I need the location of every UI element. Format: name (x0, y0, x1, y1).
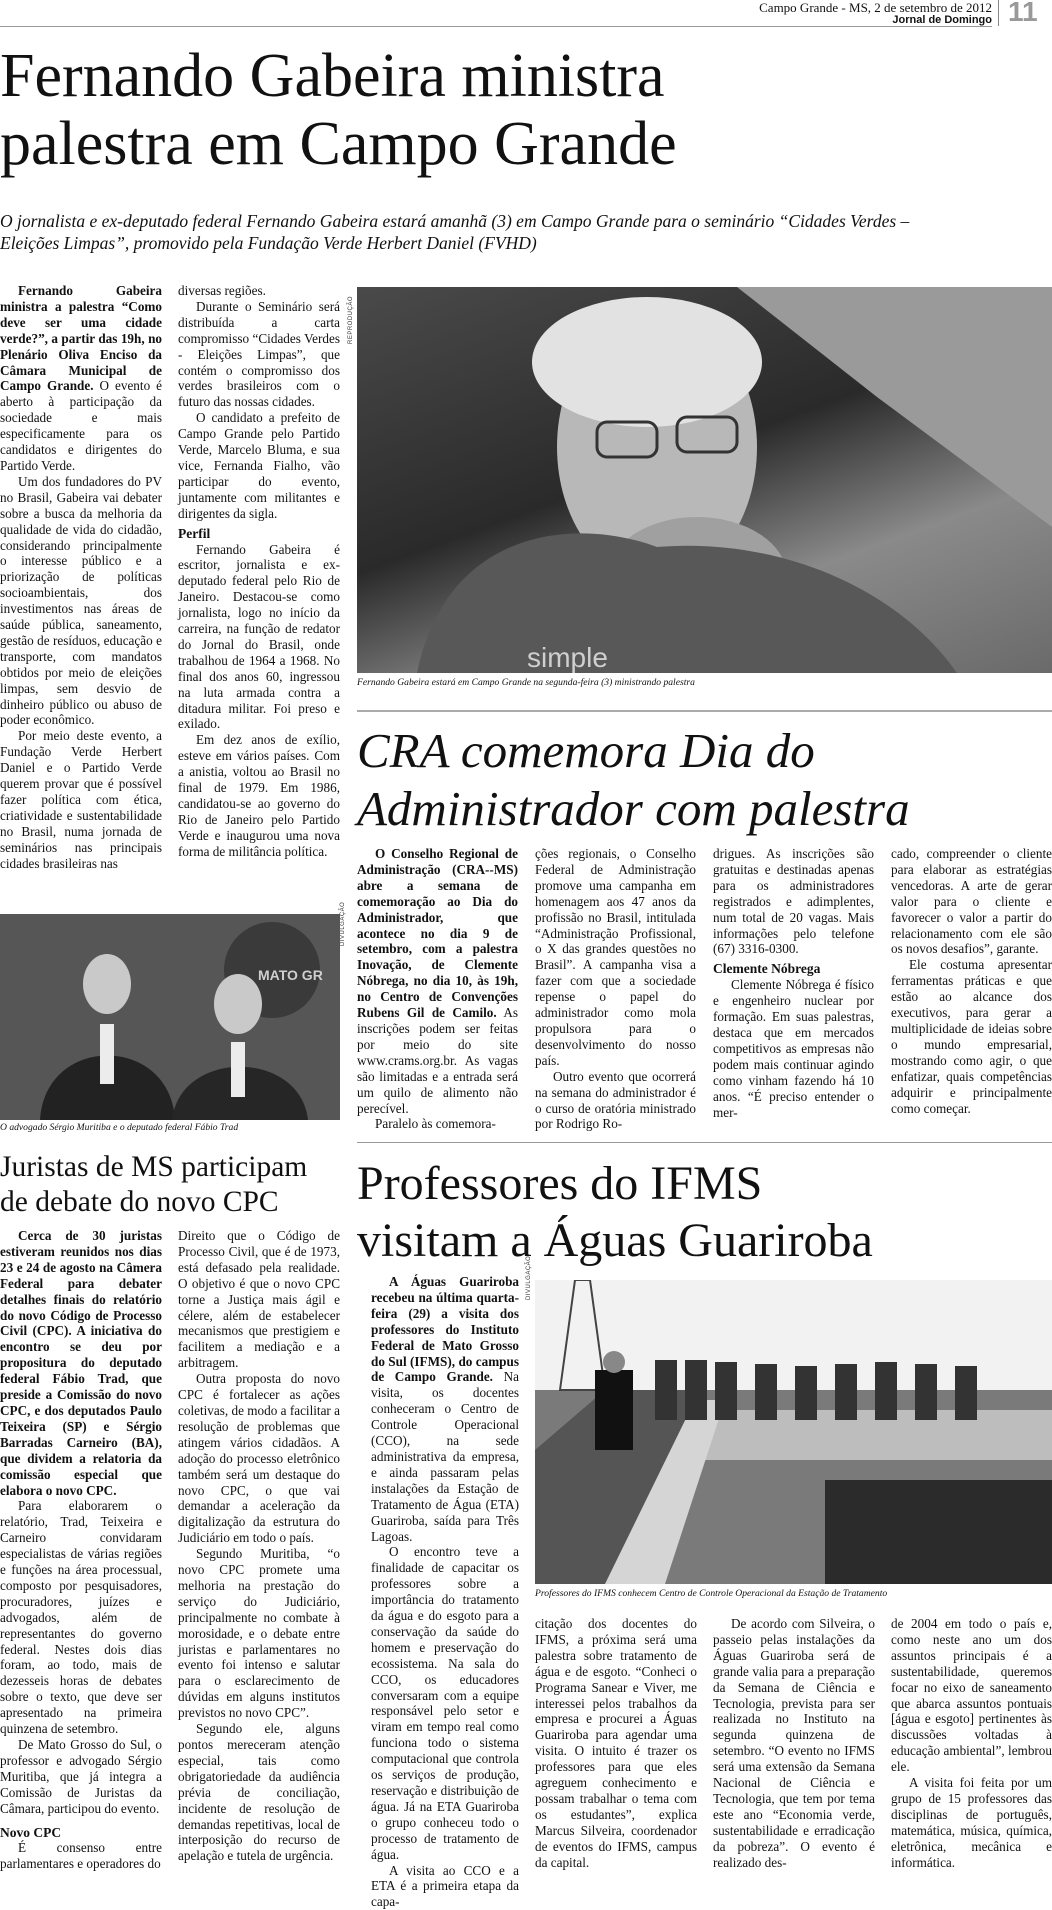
ifms-paragraph: citação dos docentes do IFMS, a próxima será uma palestra sobre tratamento de água e de esgoto. “Conheci o Programa Sanear e Viver, me interessei pelos trabalhos da empresa e procurei a Águas Guariroba para agendar uma visita. O intuito é trazer os professores para que eles agreguem conhecimento e possam trabalhar o tema com os estudantes”, explica Marcus Silveira, coordenador de eventos do IFMS, campus da capital. (535, 1616, 697, 1870)
cra-column-2 (535, 846, 696, 1132)
juristas-paragraph: É consenso entre parlamentares e operadores do (0, 1840, 162, 1872)
ifms-headline-line-2: visitam a Águas Guariroba (357, 1214, 873, 1267)
gabeira-paragraph: Fernando Gabeira ministra a palestra “Como deve ser uma cidade verde?”, a partir das 19h, no Plenário Oliva Enciso da Câmara Municipal de Campo Grande. O evento é aberto à participação da sociedade e mais especificamente para os candidatos e dirigentes do Partido Verde. (0, 283, 162, 473)
juristas-photo-caption: O advogado Sérgio Muritiba e o deputado federal Fábio Trad (0, 1122, 239, 1133)
cra-column-3 (713, 846, 874, 1120)
newspaper-name: Jornal de Domingo (892, 14, 992, 26)
cra-paragraph: Outro evento que ocorrerá na semana do administrador é o curso de oratória ministrado por Rodrigo Ro- (535, 1068, 696, 1132)
wall-text: MATO GR (258, 967, 323, 983)
shirt-text: simple (527, 642, 608, 673)
gabeira-paragraph: diversas regiões. (178, 283, 266, 298)
juristas-column-1 (0, 1228, 162, 1872)
gabeira-paragraph: Por meio deste evento, a Fundação Verde Herbert Daniel e o Partido Verde querem provar que é possível fazer política com ética, criatividade e sustentabilidade no Brasil, numa jornada de seminários nas principais cidades brasileiras nas (0, 728, 162, 871)
gabeira-portrait-illustration (357, 287, 1052, 673)
cra-column-4 (891, 846, 1052, 1116)
page-number: 11 (1008, 0, 1038, 27)
ifms-paragraph: O encontro teve a finalidade de capacitar os professores sobre a importância do tratamento da água e do esgoto para a conservação da saúde do homem e preservação do ecossistema. Na sala do CCO, os educadores conversaram com a equipe responsável pelo setor e viram em tempo real como funciona todo o sistema computacional que controla os serviços de produção, reservação e distribuição de água. Já na ETA Guariroba o grupo conheceu todo o processo de tratamento de água. (371, 1544, 519, 1862)
gabeira-lead: Fernando Gabeira ministra a palestra “Como deve ser uma cidade verde?”, a partir das 19h, no Plenário Oliva Enciso da Câmara Municipal de Campo Grande. (0, 283, 162, 394)
gabeira-paragraph: Um dos fundadores do PV no Brasil, Gabeira vai debater sobre a busca da melhoria da qualidade de vida do cidadão, considerando principalmente o interesse público e a priorização de políticas socioambientais, dos investimentos nas áreas de saúde pública, saneamento, gestão de resíduos, educação e transporte, com mandatos obtidos por meio de eleições limpas, sem desvio de dinheiro público ou abuso de poder econômico. (0, 473, 162, 728)
cra-paragraph: ções regionais, o Conselho Federal de Administração promove uma campanha em homenagem aos 47 anos da profissão no Brasil, intitulada “Administração Profissional, o X das grandes questões no Brasil”. A campanha visa a fazer com que a sociedade repense o papel do administrador como mola propulsora para o desenvolvimento do nosso país. (535, 846, 696, 1068)
juristas-headline-line-2: de debate do novo CPC (0, 1186, 279, 1218)
gabeira-headline (0, 42, 1052, 178)
ifms-headline (357, 1155, 1052, 1269)
ifms-paragraph: de 2004 em todo o país e, como neste ano um dos assuntos principais é a sustentabilidade, queremos focar no eixo de saneamento que abarca assuntos pontuais [água e esgoto] pertinentes às discussões voltadas à educação ambiental”, lembrou ele. (891, 1616, 1052, 1775)
gabeira-paragraph: Durante o Seminário será distribuída a carta compromisso “Cidades Verdes - Eleições Limpas”, que contém o compromisso dos verdes brasileiros com o futuro das nossas cidades. (178, 298, 340, 410)
gabeira-column-1 (0, 283, 162, 872)
gabeira-subhead-perfil: Perfil (178, 525, 211, 541)
juristas-paragraph: Segundo Muritiba, “o novo CPC promete uma melhoria na prestação do serviço do Judiciário, principalmente no combate à morosidade, e o debate entre juristas e parlamentares no evento foi intenso e salutar para o esclarecimento de dúvidas em alguns institutos previstos no novo CPC”. (178, 1546, 340, 1721)
gabeira-deck: O jornalista e ex-deputado federal Fernando Gabeira estará amanhã (3) em Campo Grande para o seminário “Cidades Verdes – Eleições Limpas”, promovido pela Fundação Verde Herbert Daniel (FVHD) (0, 211, 910, 253)
juristas-subhead-novo-cpc: Novo CPC (0, 1824, 62, 1840)
juristas-paragraph: Direito que o Código de Processo Civil, que é de 1973, está defasado pela realidade. O objetivo é que o novo CPC torne a Justiça mais ágil e célere, além de estabelecer mecanismos que prestigiem e facilitem a mediação e a arbitragem. (178, 1228, 340, 1371)
ifms-illustration (535, 1280, 1052, 1584)
ifms-column-2 (535, 1616, 697, 1871)
gabeira-photo-credit: REPRODUÇÃO (348, 295, 354, 344)
gabeira-paragraph: Fernando Gabeira é escritor, jornalista e ex-deputado federal pelo Rio de Janeiro. Destacou-se como jornalista, logo no início da carreira, na função de redator do Jornal do Brasil, onde trabalhou de 1964 a 1968. No final dos anos 60, ingressou na luta armada contra a ditadura militar. Foi preso e exilado. (178, 541, 340, 732)
juristas-lead: Cerca de 30 juristas estiveram reunidos nos dias 23 e 24 de agosto na Câmera Federal para debater detalhes finais do relatório do novo Código de Processo Civil (CPC). A iniciativa do encontro se deu por propositura do deputado federal Fábio Trad, que preside a Comissão do novo CPC, e dos deputados Paulo Teixeira (SP) e Sérgio Barradas Carneiro (BA), que dividem a relatoria da comissão especial que elabora o novo CPC. (0, 1228, 162, 1498)
cra-paragraph: drigues. As inscrições são gratuitas e destinadas apenas para os administradores registrados e adimplentes, num total de 20 vagas. Mais informações pelo telefone (67) 3316-0300. (713, 846, 874, 957)
juristas-photo-credit: DIVULGAÇÃO (340, 901, 346, 946)
cra-paragraph: Paralelo às comemora- (375, 1116, 496, 1132)
juristas-illustration (0, 914, 340, 1120)
ifms-photo-caption: Professores do IFMS conhecem Centro de Controle Operacional da Estação de Tratamento (535, 1588, 888, 1599)
juristas-photo (0, 914, 340, 1120)
juristas-paragraph: Outra proposta do novo CPC é fortalecer as ações coletivas, de modo a facilitar a resolução de problemas que atingem vários cidadãos. A adoção do processo eletrônico também será um destaque do novo CPC, o que vai demandar a aceleração da digitalização da estrutura do Judiciário em todo o país. (178, 1371, 340, 1546)
juristas-paragraph: De Mato Grosso do Sul, o professor e advogado Sérgio Muritiba, que já integra a Comissão de Juristas da Câmara, participou do evento. (0, 1737, 162, 1816)
cra-headline-line-1: CRA comemora Dia do (357, 723, 815, 778)
juristas-paragraph: Segundo ele, alguns pontos mereceram atenção especial, tais como obrigatoriedade da audiência prévia de conciliação, incidente de resolução de demandas repetitivas, local de interposição do recurso de apelação e tutela de urgência. (178, 1721, 340, 1864)
dateline: Campo Grande - MS, 2 de setembro de 2012 (759, 0, 992, 15)
ifms-paragraph: A visita foi feita por um grupo de 15 professores das disciplinas de português, matemática, música, química, eletrônica, mecânica e informática. (891, 1775, 1052, 1870)
cra-column-1 (357, 846, 518, 1132)
gabeira-photo (357, 287, 1052, 673)
ifms-photo (535, 1280, 1052, 1584)
gabeira-headline-line-2: palestra em Campo Grande (0, 110, 677, 178)
cra-headline-line-2: Administrador com palestra (357, 781, 910, 836)
juristas-paragraph: Para elaborarem o relatório, Trad, Teixeira e Carneiro convidaram especialistas de várias regiões e funções na área processual, composto por pesquisadores, procuradores, juízes e advogados, além de representantes do governo federal. Nestes dois dias foram, ao todo, mais de dezesseis horas de debates sobre o texto, que deve ser apresentado na primeira quinzena de setembro. (0, 1498, 162, 1737)
ifms-lead: A Águas Guariroba recebeu na última quarta-feira (29) a visita dos professores do Instituto Federal de Mato Grosso do Sul (IFMS), do campus de Campo Grande. (371, 1274, 519, 1385)
gabeira-photo-caption: Fernando Gabeira estará em Campo Grande na segunda-feira (3) ministrando palestra (357, 677, 695, 688)
section-rule (357, 1142, 1052, 1143)
ifms-column-1 (371, 1274, 519, 1910)
ifms-paragraph: De acordo com Silveira, o passeio pelas instalações da Águas Guariroba será de grande valia para a preparação da Semana de Ciência e Tecnologia, prevista para ser realizada no Instituto na segunda quinzena de setembro. “O evento no IFMS será uma extensão da Semana Nacional de Ciência e Tecnologia, que tem por tema este ano “Economia verde, sustentabilidade e erradicação da pobreza”. O evento é realizado des- (713, 1616, 875, 1870)
juristas-column-2 (178, 1228, 340, 1864)
ifms-column-3 (713, 1616, 875, 1871)
header-divider (998, 0, 999, 26)
gabeira-headline-line-1: Fernando Gabeira ministra (0, 42, 665, 110)
juristas-headline (0, 1150, 345, 1220)
section-rule (357, 710, 1052, 712)
ifms-column-4 (891, 1616, 1052, 1871)
cra-paragraph: Clemente Nóbrega é físico e engenheiro nuclear por formação. Em suas palestras, destaca que em mercados competitivos as empresas não podem mais continuar agindo como vinham fazendo há 10 anos. “É preciso entender o mer- (713, 977, 874, 1120)
juristas-headline-line-1: Juristas de MS participam (0, 1151, 308, 1183)
cra-subhead-clemente: Clemente Nóbrega (713, 961, 821, 977)
ifms-paragraph: A visita ao CCO e a ETA é a primeira etapa da capa- (371, 1862, 519, 1910)
cra-paragraph: O Conselho Regional de Administração (CRA--MS) abre a semana de comemoração ao Dia do Administrador, que acontece no dia 9 de setembro, com a palestra Inovação, de Clemente Nóbrega, no dia 10, às 19h, no Centro de Convenções Rubens Gil de Camilo. As inscrições podem ser feitas por meio do site www.crams.org.br. As vagas são limitadas e a entrada será um quilo de alimento não perecível. (357, 846, 518, 1116)
ifms-headline-line-1: Professores do IFMS (357, 1157, 763, 1210)
gabeira-paragraph: O candidato a prefeito de Campo Grande pelo Partido Verde, Marcelo Bluma, e sua vice, Fernanda Fialho, vão participar do evento, juntamente com militantes e dirigentes da sigla. (178, 410, 340, 521)
ifms-paragraph: A Águas Guariroba recebeu na última quarta-feira (29) a visita dos professores do Instituto Federal de Mato Grosso do Sul (IFMS), do campus de Campo Grande. Na visita, os docentes conheceram o Centro de Controle Operacional (CCO), na sede administrativa da empresa, e ainda passaram pelas instalações da Estação de Tratamento de Água (ETA) Guariroba, saída para Três Lagoas. (371, 1274, 519, 1544)
cra-paragraph: Ele costuma apresentar ferramentas práticas e que estão ao alcance dos executivos, para gerar a multiplicidade de ideias sobre o mundo empresarial, mostrando como agir, o que enfatizar, quais competências adquirir e principalmente como começar. (891, 957, 1052, 1116)
cra-lead: O Conselho Regional de Administração (CRA--MS) abre a semana de comemoração ao Dia do Administrador, que acontece no dia 9 de setembro, com a palestra Inovação, de Clemente Nóbrega, no dia 10, às 19h, no Centro de Convenções Rubens Gil de Camilo. (357, 846, 518, 1021)
ifms-photo-credit: DIVULGAÇÃO (526, 1255, 532, 1300)
cra-headline (357, 722, 1052, 838)
gabeira-paragraph: Em dez anos de exílio, esteve em vários países. Com a anistia, voltou ao Brasil no final de 1979. Em 1986, candidatou-se ao governo do Rio de Janeiro pelo Partido Verde e inaugurou uma nova forma de militância política. (178, 732, 340, 859)
gabeira-column-2 (178, 283, 340, 860)
header-rule (0, 26, 992, 27)
page-header (0, 0, 1052, 28)
cra-paragraph: cado, compreender o cliente para elaborar as estratégias vencedoras. A arte de gerar valor para o cliente e favorecer o valor a partir do relacionamento com ele são os novos desafios”, garante. (891, 846, 1052, 957)
